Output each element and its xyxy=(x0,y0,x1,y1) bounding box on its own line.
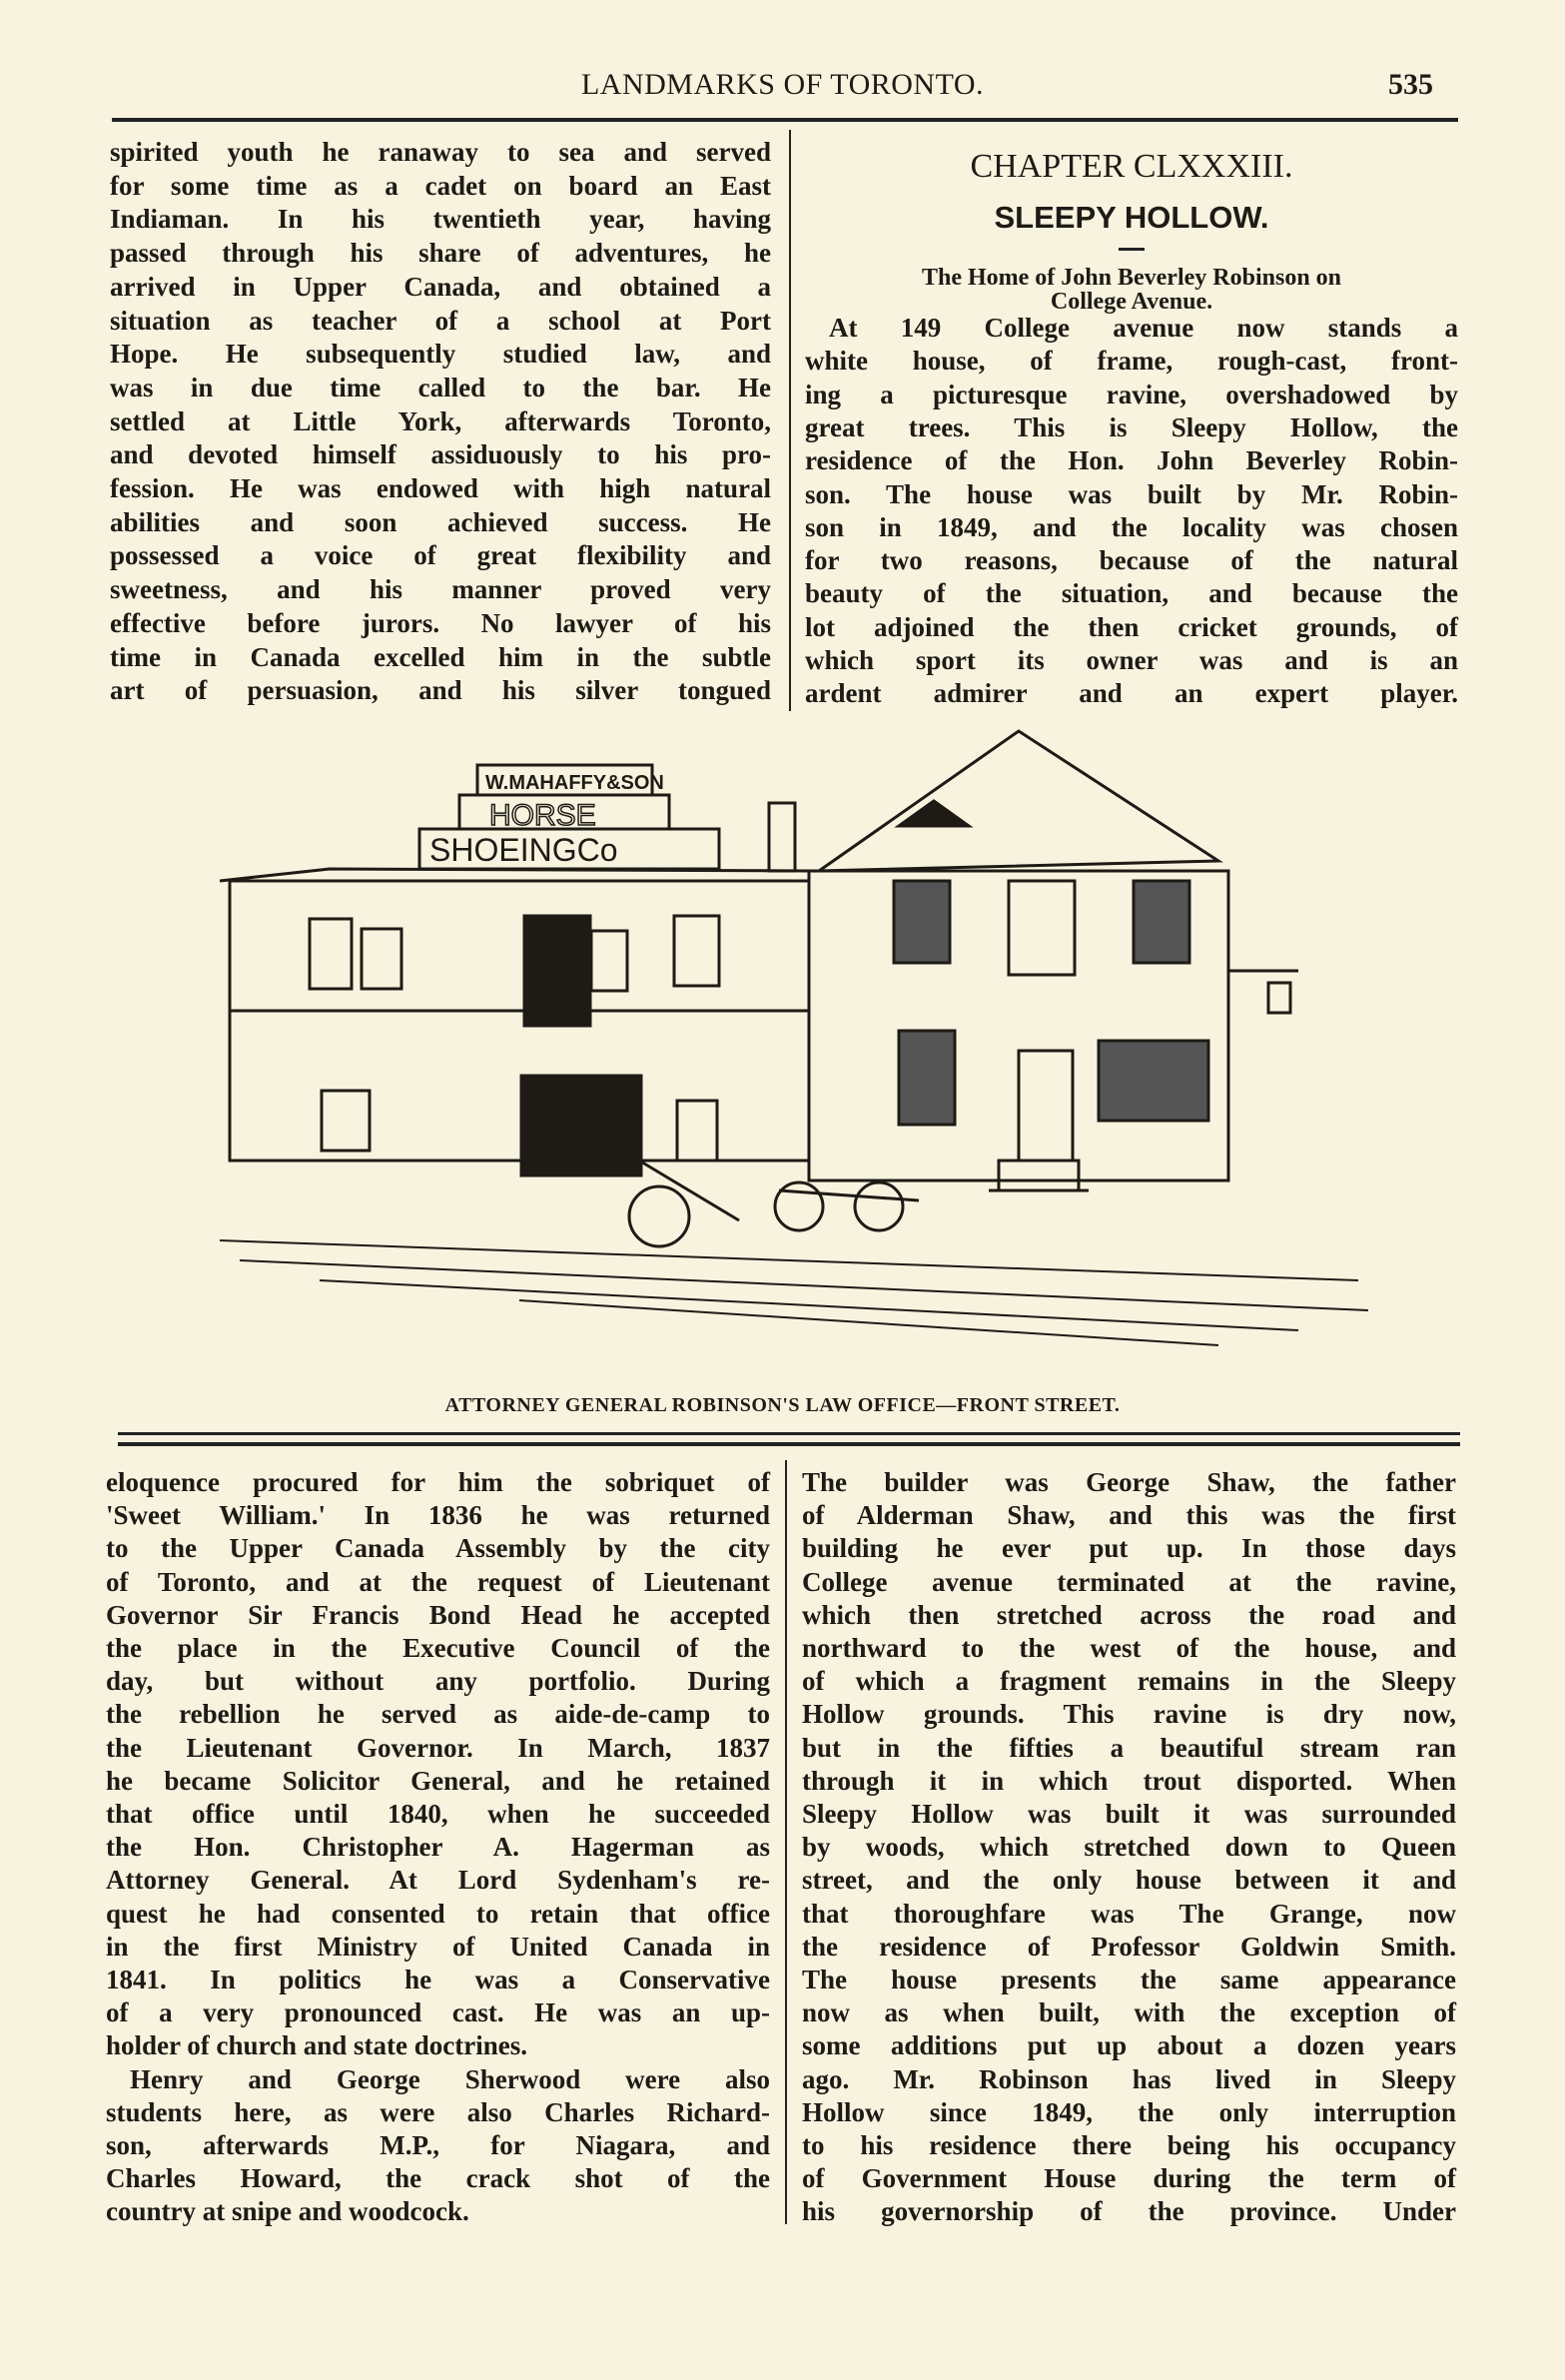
header-rule xyxy=(112,118,1458,122)
text-line: At 149 College avenue now stands a xyxy=(829,313,1458,343)
text-line: situation as teacher of a school at Port xyxy=(110,305,771,336)
text-line: by woods, which stretched down to Queen xyxy=(802,1832,1456,1863)
text-line: Hollow since 1849, the only interruption xyxy=(802,2096,1456,2127)
steps xyxy=(989,1161,1089,1190)
text-line: lot adjoined the then cricket grounds, of xyxy=(805,611,1458,642)
left-building-roofline xyxy=(220,869,809,881)
text-line: beauty of the situation, and because the xyxy=(805,578,1458,609)
column-divider-bottom xyxy=(785,1460,787,2224)
text-line: art of persuasion, and his silver tongued xyxy=(110,675,771,706)
text-line: to his residence there being his occupancy xyxy=(802,2130,1456,2160)
text-line: was in due time called to the bar. He xyxy=(110,372,771,402)
text-line: The house presents the same appearance xyxy=(802,1965,1456,1994)
text-line: Governor Sir Francis Bond Head he accepted xyxy=(106,1599,770,1630)
text-line: eloquence procured for him the sobriquet of xyxy=(106,1467,770,1497)
text-line: which then stretched across the road and xyxy=(802,1599,1456,1630)
text-line: possessed a voice of great flexibility and xyxy=(110,540,771,571)
text-line: Sleepy Hollow was built it was surrounded xyxy=(802,1799,1456,1829)
text-line: of Government House during the term of xyxy=(802,2163,1456,2194)
text-line: passed through his share of adventures, he xyxy=(110,238,771,269)
left-building xyxy=(230,881,809,1161)
caption-rule-upper xyxy=(118,1432,1460,1435)
text-line: holder of church and state doctrines. xyxy=(106,2030,528,2061)
text-line: Henry and George Sherwood were also xyxy=(130,2063,770,2094)
text-line: students here, as were also Charles Richard- xyxy=(106,2096,770,2127)
text-line: white house, of frame, rough-cast, front- xyxy=(805,346,1458,377)
text-line: College avenue terminated at the ravine, xyxy=(802,1566,1456,1597)
text-line: quest he had consented to retain that office xyxy=(106,1898,770,1929)
text-line: the Hon. Christopher A. Hagerman as xyxy=(106,1832,770,1863)
house-pediment xyxy=(819,731,1218,871)
text-line: 1841. In politics he was a Conservative xyxy=(106,1965,770,1994)
sign-text-bottom: SHOEINGCo xyxy=(429,832,618,868)
sign-text-mid: HORSE xyxy=(489,799,596,832)
text-line: Attorney General. At Lord Sydenham's re- xyxy=(106,1865,770,1896)
text-line: ardent admirer and an expert player. xyxy=(805,678,1458,709)
text-line: of Toronto, and at the request of Lieutenant xyxy=(106,1566,770,1597)
text-line: Hope. He subsequently studied law, and xyxy=(110,339,771,370)
carriage-door xyxy=(521,1076,641,1176)
text-line: ago. Mr. Robinson has lived in Sleepy xyxy=(802,2063,1456,2094)
text-line: sweetness, and his manner proved very xyxy=(110,574,771,605)
chimney xyxy=(769,803,795,871)
text-line: Hollow grounds. This ravine is dry now, xyxy=(802,1699,1456,1730)
text-line: in the first Ministry of United Canada in xyxy=(106,1931,770,1962)
text-line: Indiaman. In his twentieth year, having xyxy=(110,204,771,235)
cart-wheel xyxy=(629,1187,689,1246)
cart-wheel xyxy=(855,1183,903,1230)
text-line: the Lieutenant Governor. In March, 1837 xyxy=(106,1732,770,1763)
text-line: some additions put up about a dozen years xyxy=(802,2030,1456,2061)
text-line: day, but without any portfolio. During xyxy=(106,1666,770,1697)
text-line: settled at Little York, afterwards Toronto, xyxy=(110,405,771,436)
text-line: through it in which trout disported. When xyxy=(802,1765,1456,1796)
text-line: now as when built, with the exception of xyxy=(802,1997,1456,2028)
text-line: son. The house was built by Mr. Robin- xyxy=(805,478,1458,509)
text-line: of Alderman Shaw, and this was the first xyxy=(802,1500,1456,1531)
text-line: Charles Howard, the crack shot of the xyxy=(106,2163,770,2194)
text-line: but in the fifties a beautiful stream ran xyxy=(802,1732,1456,1763)
text-line: residence of the Hon. John Beverley Robin- xyxy=(805,445,1458,476)
text-line: street, and the only house between it and xyxy=(802,1865,1456,1896)
text-line: and devoted himself assiduously to his pro- xyxy=(110,439,771,470)
text-line: that office until 1840, when he succeeded xyxy=(106,1799,770,1829)
illustration-law-office xyxy=(220,721,1468,1360)
text-line: which sport its owner was and is an xyxy=(805,645,1458,675)
text-line: northward to the west of the house, and xyxy=(802,1633,1456,1663)
text-line: of which a fragment remains in the Sleepy xyxy=(802,1666,1456,1697)
text-line: son, afterwards M.P., for Niagara, and xyxy=(106,2130,770,2160)
upper-doorway xyxy=(524,916,590,1026)
text-line: arrived in Upper Canada, and obtained a xyxy=(110,271,771,302)
sign-text-top: W.MAHAFFY&SON xyxy=(485,772,664,794)
text-line: the place in the Executive Council of the xyxy=(106,1633,770,1663)
text-line: the rebellion he served as aide-de-camp to xyxy=(106,1699,770,1730)
text-line: his governorship of the province. Under xyxy=(802,2196,1456,2227)
house-windows xyxy=(894,881,1208,1125)
text-line: The builder was George Shaw, the father xyxy=(802,1467,1456,1497)
text-line: great trees. This is Sleepy Hollow, the xyxy=(805,411,1458,442)
text-line: 'Sweet William.' In 1836 he was returned xyxy=(106,1500,770,1531)
text-line: son in 1849, and the locality was chosen xyxy=(805,511,1458,542)
text-line: he became Solicitor General, and he retained xyxy=(106,1765,770,1796)
text-line: of a very pronounced cast. He was an up- xyxy=(106,1997,770,2028)
page-number: 535 xyxy=(1388,68,1433,101)
chapter-title: SLEEPY HOLLOW. xyxy=(994,200,1269,235)
illustration-caption: ATTORNEY GENERAL ROBINSON'S LAW OFFICE—FRONT STREET. xyxy=(444,1394,1121,1416)
text-line: to the Upper Canada Assembly by the city xyxy=(106,1533,770,1564)
text-line: that thoroughfare was The Grange, now xyxy=(802,1898,1456,1929)
house-door xyxy=(1019,1051,1073,1161)
text-line: fession. He was endowed with high natural xyxy=(110,473,771,503)
text-line: time in Canada excelled him in the subtle xyxy=(110,641,771,672)
chapter-subtitle-line: College Avenue. xyxy=(1050,289,1213,315)
text-line: country at snipe and woodcock. xyxy=(106,2196,469,2227)
chapter-number: CHAPTER CLXXXIII. xyxy=(970,148,1293,185)
caption-rule-lower xyxy=(118,1442,1460,1446)
chapter-subtitle-line: The Home of John Beverley Robinson on xyxy=(921,265,1342,291)
text-line: for two reasons, because of the natural xyxy=(805,545,1458,576)
street-lines xyxy=(220,1240,1368,1345)
text-line: building he ever put up. In those days xyxy=(802,1533,1456,1564)
text-line: for some time as a cadet on board an East xyxy=(110,170,771,201)
text-line: ing a picturesque ravine, overshadowed by xyxy=(805,379,1458,409)
text-line: spirited youth he ranaway to sea and served xyxy=(110,137,771,167)
text-line: effective before jurors. No lawyer of his xyxy=(110,607,771,638)
column-divider-top xyxy=(789,130,791,711)
text-line: abilities and soon achieved success. He xyxy=(110,506,771,537)
text-line: the residence of Professor Goldwin Smith. xyxy=(802,1931,1456,1962)
running-title: LANDMARKS OF TORONTO. xyxy=(580,68,985,101)
title-dash xyxy=(1119,248,1145,251)
